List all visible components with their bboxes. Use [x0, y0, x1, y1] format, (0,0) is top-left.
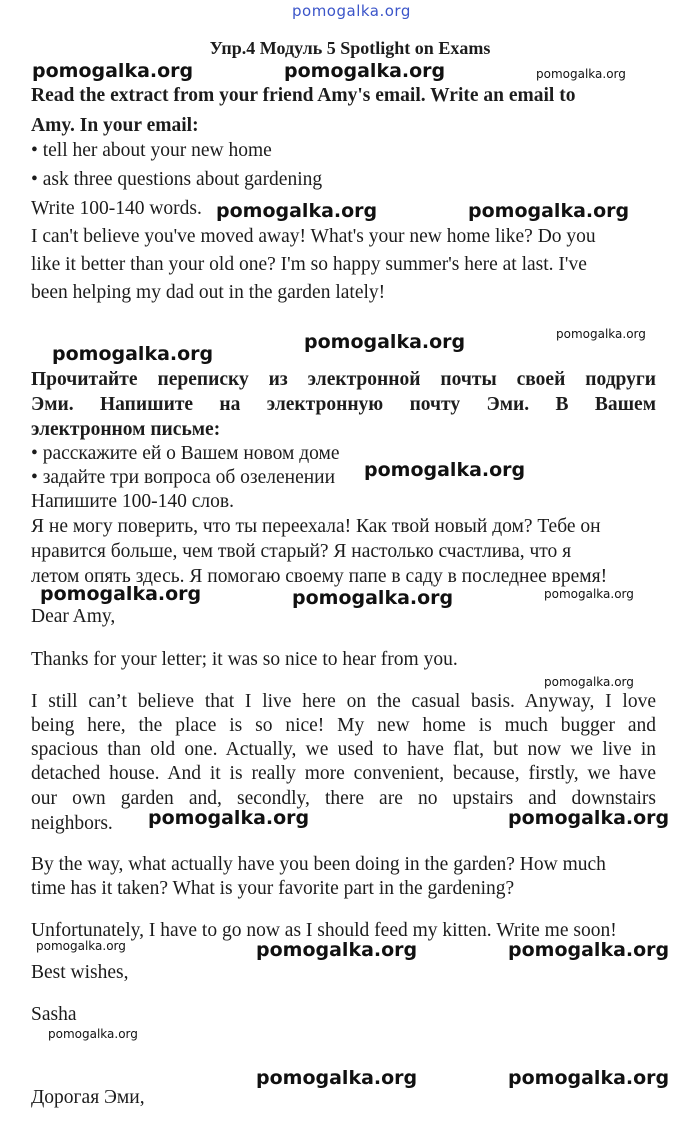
task-en-extract-line: I can't believe you've moved away! What's your new home like? Do you: [31, 226, 596, 247]
task-ru-extract-line: летом опять здесь. Я помогаю своему папе в саду в последнее время!: [31, 566, 608, 587]
letter-paragraph-2-line: detached house. And it is really more convenient, because, firstly, we have: [31, 763, 656, 784]
page-title: Упр.4 Модуль 5 Spotlight on Exams: [209, 38, 491, 58]
task-en-extract-line: like it better than your old one? I'm so happy summer's here at last. I've: [31, 254, 587, 275]
letter-paragraph-2-line: our own garden and, secondly, there are no upstairs and downstairs: [31, 788, 656, 809]
letter-paragraph-2-line: being here, the place is so nice! My new home is much bugger and: [31, 715, 656, 736]
watermark: pomogalka.org: [32, 60, 194, 82]
letter-paragraph-4: Unfortunately, I have to go now as I should feed my kitten. Write me soon!: [31, 920, 617, 941]
letter-paragraph-2-line: spacious than old one. Actually, we used to have flat, but now we live in: [31, 739, 656, 760]
watermark: pomogalka.org: [148, 807, 310, 829]
task-en-instruction-line2: Amy. In your email:: [31, 115, 199, 136]
task-en-instruction-line1: Read the extract from your friend Amy's email. Write an email to: [31, 85, 576, 106]
watermark: pomogalka.org: [508, 939, 670, 961]
task-ru-instruction-line: Эми. Напишите на электронную почту Эми. В Вашем: [31, 394, 656, 415]
letter-closing: Best wishes,: [31, 962, 129, 983]
watermark: pomogalka.org: [544, 675, 634, 689]
watermark: pomogalka.org: [284, 60, 446, 82]
watermark: pomogalka.org: [556, 327, 646, 341]
task-en-bullet-2: • ask three questions about gardening: [31, 169, 323, 190]
letter-paragraph-3-line: time has it taken? What is your favorite part in the gardening?: [31, 878, 515, 899]
site-watermark-top[interactable]: pomogalka.org: [292, 2, 411, 20]
task-ru-word-count: Напишите 100-140 слов.: [31, 491, 234, 512]
task-ru-instruction-line: электронном письме:: [31, 419, 221, 440]
watermark: pomogalka.org: [256, 1067, 418, 1089]
watermark: pomogalka.org: [216, 200, 378, 222]
watermark: pomogalka.org: [36, 939, 126, 953]
watermark: pomogalka.org: [304, 331, 466, 353]
task-ru-extract-line: нравится больше, чем твой старый? Я настолько счастлива, что я: [31, 541, 572, 562]
watermark: pomogalka.org: [364, 459, 526, 481]
watermark: pomogalka.org: [256, 939, 418, 961]
letter-greeting: Dear Amy,: [31, 606, 116, 627]
task-ru-bullet-2: • задайте три вопроса об озеленении: [31, 467, 336, 488]
task-en-bullet-1: • tell her about your new home: [31, 140, 272, 161]
task-ru-instruction-line: Прочитайте переписку из электронной почты своей подруги: [31, 369, 656, 390]
letter-signature: Sasha: [31, 1004, 77, 1025]
letter-paragraph-2-line: neighbors.: [31, 813, 113, 834]
watermark: pomogalka.org: [508, 1067, 670, 1089]
task-ru-extract-line: Я не могу поверить, что ты переехала! Как твой новый дом? Тебе он: [31, 516, 601, 537]
letter-paragraph-3-line: By the way, what actually have you been doing in the garden? How much: [31, 854, 606, 875]
letter-ru-greeting: Дорогая Эми,: [31, 1087, 145, 1108]
letter-paragraph-1: Thanks for your letter; it was so nice to hear from you.: [31, 649, 458, 670]
task-ru-bullet-1: • расскажите ей о Вашем новом доме: [31, 443, 340, 464]
watermark: pomogalka.org: [52, 343, 214, 365]
watermark: pomogalka.org: [48, 1027, 138, 1041]
task-en-word-count: Write 100-140 words.: [31, 198, 202, 219]
letter-paragraph-2-line: I still can’t believe that I live here on the casual basis. Anyway, I love: [31, 691, 656, 712]
watermark: pomogalka.org: [544, 587, 634, 601]
watermark: pomogalka.org: [508, 807, 670, 829]
watermark: pomogalka.org: [292, 587, 454, 609]
watermark: pomogalka.org: [468, 200, 630, 222]
watermark: pomogalka.org: [40, 583, 202, 605]
watermark: pomogalka.org: [536, 67, 626, 81]
task-en-extract-line: been helping my dad out in the garden lately!: [31, 282, 386, 303]
